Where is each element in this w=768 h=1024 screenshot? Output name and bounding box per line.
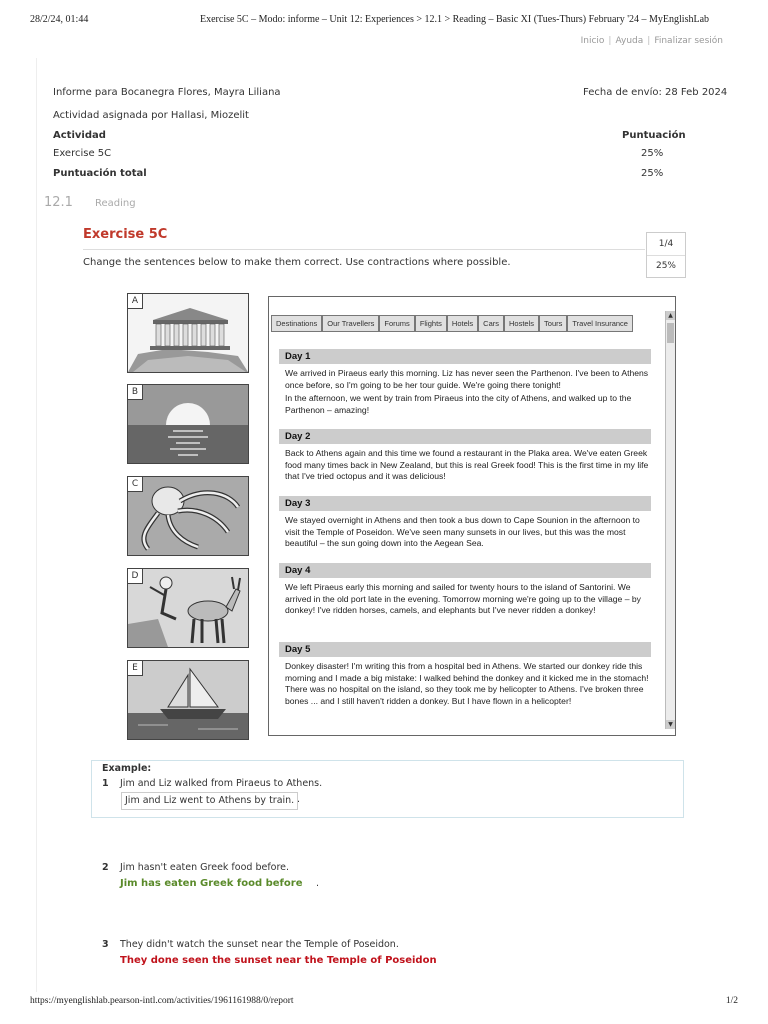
blog-day-4 (279, 563, 651, 617)
tab-cars: Cars (478, 315, 504, 332)
picture-label: E (128, 661, 143, 676)
day-title: Day 2 (279, 429, 651, 444)
question-2-sentence: Jim hasn't eaten Greek food before. (120, 862, 290, 873)
day-text: Back to Athens again and this time we found a restaurant in the Plaka area. We've eaten Greek food many times back in New Zealand, but this is real Greek food! This is the first time in my life that I've tried octopus and it was delicious! (285, 448, 649, 481)
question-3-sentence: They didn't watch the sunset near the Temple of Poseidon. (120, 939, 399, 950)
tab-travel-insurance: Travel Insurance (567, 315, 633, 332)
question-3-answer[interactable]: They done seen the sunset near the Temple of Poseidon (120, 955, 437, 966)
score-percent: 25% (655, 261, 676, 271)
logout-link[interactable]: Finalizar sesión (654, 36, 723, 46)
question-2-answer[interactable]: Jim has eaten Greek food before (120, 878, 303, 889)
blog-day-5 (279, 642, 651, 707)
print-header (30, 14, 738, 30)
tab-flights: Flights (415, 315, 447, 332)
day-title: Day 5 (279, 642, 651, 657)
question-number: 2 (102, 862, 109, 873)
day-text: Donkey disaster! I'm writing this from a hospital bed in Athens. We started our donkey ride this morning and I made a big mistake: I walked behind the donkey and it kicked me in the stomach! There was no hospital on the island, so they took me by helicopter to Athens. I've broken three bones ... and I still haven't ridden a donkey. But I have flown in a helicopter! (285, 661, 649, 706)
nav-separator: | (608, 36, 612, 46)
tab-forums: Forums (379, 315, 414, 332)
blog-day-1 (279, 349, 651, 416)
day-text: We arrived in Piraeus early this morning. Liz has never seen the Parthenon. I've been to Athens once before, so I'm going to be her tour guide. We're going there tonight! (285, 368, 649, 390)
question-2-period: . (316, 878, 320, 889)
picture-c (127, 476, 249, 556)
picture-b (127, 384, 249, 464)
question-number: 3 (102, 939, 109, 950)
day-text-2: In the afternoon, we went by train from Piraeus into the city of Athens, and walked up to the Parthenon – amazing! (285, 393, 632, 415)
sent-date: Fecha de envío: 28 Feb 2024 (583, 87, 728, 98)
scroll-up-icon: ▲ (666, 311, 675, 320)
picture-label: A (128, 294, 143, 309)
example-sentence: Jim and Liz walked from Piraeus to Athens. (120, 778, 323, 789)
picture-label: B (128, 385, 143, 400)
tab-tours: Tours (539, 315, 567, 332)
blog-tabs (271, 315, 633, 332)
day-text: We left Piraeus early this morning and sailed for twenty hours to the island of Santorini. We arrived in the old port late in the evening. Tomorrow morning we're going up to the village – by donkey! I've ridden horses, camels, and elephants but I've never ridden a donkey! (285, 582, 641, 615)
parthenon-icon (128, 294, 248, 372)
question-number: 1 (102, 778, 109, 789)
score-fraction: 1/4 (647, 233, 685, 256)
sunset-icon (128, 385, 248, 463)
donkey-icon (128, 569, 248, 647)
tab-our-travellers: Our Travellers (322, 315, 379, 332)
activity-name: Exercise 5C (53, 148, 112, 159)
picture-label: C (128, 477, 143, 492)
day-text: We stayed overnight in Athens and then took a bus down to Cape Sounion in the afternoon to visit the Temple of Poseidon. We've seen many sunsets in our lives, but this was the most beautiful – the sun going down into the Aegean Sea. (285, 515, 640, 548)
total-score: 25% (641, 168, 664, 179)
activity-column-header: Actividad (53, 130, 106, 141)
assigned-by: Actividad asignada por Hallasi, Miozelit (53, 110, 249, 121)
example-period: . (297, 794, 301, 805)
nav-separator: | (647, 36, 651, 46)
inicio-link[interactable]: Inicio (580, 36, 605, 46)
report-for: Informe para Bocanegra Flores, Mayra Liliana (53, 87, 281, 98)
blog-scrollbar (665, 311, 675, 729)
travel-blog-panel (268, 296, 676, 736)
print-title: Exercise 5C – Modo: informe – Unit 12: Experiences > 12.1 > Reading – Basic XI (Tues-Thurs) February '24 – MyEnglishLab (200, 14, 710, 25)
activity-score: 25% (641, 148, 664, 159)
scroll-down-icon: ▼ (666, 720, 675, 729)
score-column-header: Puntuación (622, 130, 686, 141)
example-answer-field[interactable]: Jim and Liz went to Athens by train. (121, 792, 298, 810)
picture-d (127, 568, 249, 648)
top-navigation (581, 36, 723, 46)
tab-destinations: Destinations (271, 315, 322, 332)
page-url: https://myenglishlab.pearson-intl.com/activities/1961161988/0/report (30, 996, 294, 1006)
day-title: Day 4 (279, 563, 651, 578)
print-footer (30, 996, 738, 1010)
section-number: 12.1 (44, 195, 73, 210)
tab-hostels: Hostels (504, 315, 539, 332)
day-title: Day 3 (279, 496, 651, 511)
page-number: 1/2 (725, 996, 738, 1006)
picture-e (127, 660, 249, 740)
scroll-thumb (667, 323, 674, 343)
picture-label: D (128, 569, 143, 584)
section-name: Reading (95, 198, 136, 209)
blog-day-2 (279, 429, 651, 483)
title-divider (83, 249, 645, 250)
octopus-icon (128, 477, 248, 555)
total-score-label: Puntuación total (53, 168, 147, 179)
ayuda-link[interactable]: Ayuda (615, 36, 644, 46)
example-label: Example: (102, 763, 152, 774)
sailboat-icon (128, 661, 248, 739)
day-title: Day 1 (279, 349, 651, 364)
instructions: Change the sentences below to make them correct. Use contractions where possible. (83, 257, 511, 268)
exercise-title: Exercise 5C (83, 227, 168, 242)
tab-hotels: Hotels (447, 315, 478, 332)
print-date: 28/2/24, 01:44 (30, 14, 89, 25)
score-box (646, 232, 686, 278)
blog-day-3 (279, 496, 651, 550)
picture-a (127, 293, 249, 373)
